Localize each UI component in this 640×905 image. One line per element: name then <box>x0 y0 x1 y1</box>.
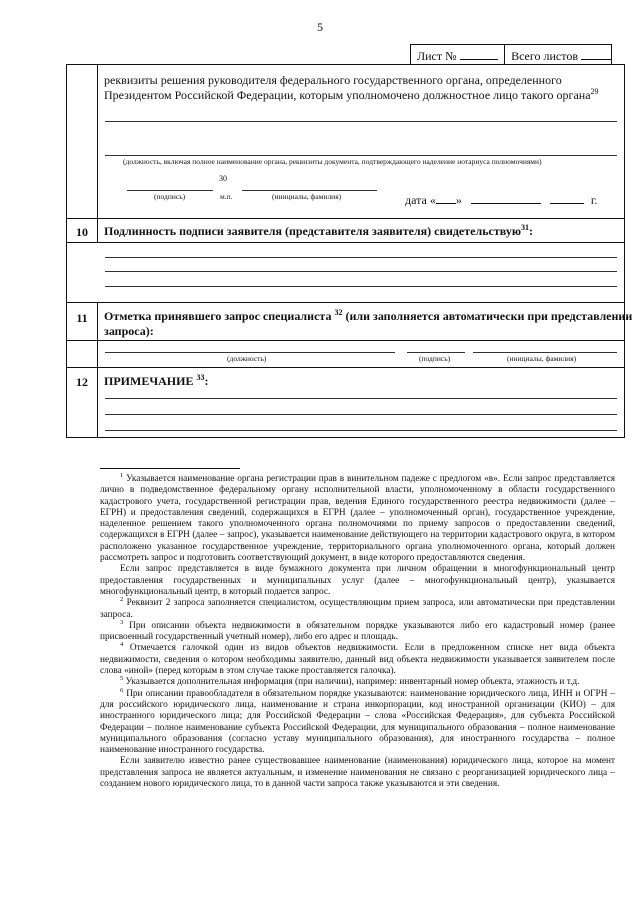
stamp-caption: м.п. <box>220 192 233 201</box>
sheet-number-label: Лист № <box>417 49 457 63</box>
initials-caption: (инициалы, фамилия) <box>272 192 342 201</box>
year-suffix: г. <box>590 193 598 207</box>
date-quote: » <box>455 193 462 207</box>
footnote-1-continued: Если запрос представляется в виде бумажного документа при личном обращении в многофункциональный центр предоставления государственных и муниципальных услуг (далее – многофункциональный центр), указывается многофункциональный центр, в который подается запрос. <box>100 564 615 597</box>
number-column-divider <box>97 367 98 437</box>
row-divider <box>67 64 624 65</box>
date-field <box>405 192 597 208</box>
row9-fill-line-2[interactable] <box>105 155 617 156</box>
footnote-3-text: При описании объекта недвижимости в обязательном порядке указываются либо его кадастровый номер (ранее присвоенный государственный учетный номер), либо его адрес и площадь. <box>100 620 615 643</box>
footnote-ref-30: 30 <box>219 174 227 183</box>
total-sheets-field[interactable] <box>581 48 611 60</box>
date-month-field[interactable] <box>471 192 541 204</box>
row-divider <box>67 340 624 341</box>
footnote-2 <box>100 598 615 621</box>
row12-title-text: ПРИМЕЧАНИЕ <box>104 374 194 388</box>
total-sheets-cell <box>504 45 611 65</box>
row9-text-line2: Президентом Российской Федерации, которым уполномочено должностное лицо такого органа <box>104 88 591 102</box>
footnote-3 <box>100 618 615 644</box>
footnote-5 <box>100 677 615 688</box>
row11-position-caption: (должность) <box>227 354 267 363</box>
date-label: дата « <box>405 193 436 207</box>
number-column-divider <box>97 302 98 367</box>
row10-fill-line-2[interactable] <box>105 271 617 272</box>
footnote-1-text: Указывается наименование органа регистрации прав в винительном падеже с предлогом «в». Если запрос представляется лично в подведомственное федеральному органу исполнительной власти, уполномоченному в области государственного кадастрового учета, государственной регистрации прав, ведения Единого государственного реестра недвижимости (далее – ЕГРН) и предоставления сведений, содержащихся в ЕГРН (далее – уполномоченный орган), государственное учреждение, наделенное решением такого уполномоченного органа полномочиями по приему запросов о предоставлении сведений, содержащихся в ЕГРН (далее – запрос), указывается наименование действующего на территории кадастрового округа, в котором расположено указанное государственное учреждение, территориального органа уполномоченного органа, который должен рассмотреть запрос и подготовить соответствующий документ, в виде которого предоставляются сведения. <box>100 474 616 564</box>
row10-colon: : <box>529 224 534 238</box>
row10-number: 10 <box>76 225 88 239</box>
footnote-5-text: Указывается дополнительная информация (при наличии), например: инвентарный номер объекта, этажность и т.д. <box>125 677 580 688</box>
sheet-number-cell <box>411 45 504 65</box>
row10-fill-line-3[interactable] <box>105 286 617 287</box>
footnote-1-mark: 1 <box>120 471 124 479</box>
row-divider <box>67 242 624 243</box>
footnote-ref-31: 31 <box>521 223 530 232</box>
date-year-field[interactable] <box>550 192 584 204</box>
row11-initials-line[interactable] <box>473 352 617 353</box>
date-day-field[interactable] <box>436 192 456 204</box>
row11-title-line2: запроса): <box>104 324 154 338</box>
footnote-2-mark: 2 <box>120 596 124 604</box>
footnote-5-mark: 5 <box>120 675 124 683</box>
row12-colon: : <box>204 374 209 388</box>
row-divider <box>67 218 624 219</box>
footnote-3-mark: 3 <box>120 618 124 626</box>
number-column-divider <box>97 218 98 242</box>
initials-line[interactable] <box>242 190 377 191</box>
row9-fill-line-1[interactable] <box>105 121 617 122</box>
footnote-4-mark: 4 <box>120 641 124 649</box>
footnote-2-text: Реквизит 2 запроса заполняется специалистом, осуществляющим прием запроса, или автоматически при представлении запроса. <box>100 598 616 620</box>
row11-number: 11 <box>76 311 88 325</box>
signature-caption: (подпись) <box>154 192 186 201</box>
footnotes <box>100 471 616 790</box>
footnote-ref-32: 32 <box>334 308 343 317</box>
row11-initials-caption: (инициалы, фамилия) <box>507 354 577 363</box>
total-sheets-label: Всего листов <box>511 49 578 63</box>
footnote-6-mark: 6 <box>120 686 124 694</box>
row12-title <box>104 374 208 389</box>
footnote-ref-33: 33 <box>196 373 205 382</box>
footnote-separator <box>100 468 240 469</box>
row11-signature-line[interactable] <box>407 352 465 353</box>
row10-title <box>104 224 533 239</box>
row10-fill-line-1[interactable] <box>105 257 617 258</box>
footnote-4 <box>100 643 615 677</box>
notes-line-2[interactable] <box>105 414 617 415</box>
row9-text <box>104 73 620 103</box>
row9-text-line1: реквизиты решения руководителя федерального государственного органа, определенного <box>104 73 562 87</box>
signature-line[interactable] <box>127 190 213 191</box>
row11-title-part2: (или заполняется автоматически при представлении <box>342 309 633 323</box>
footnote-6-text: При описании правообладателя в обязательном порядке указываются: наименование юридического лица, ИНН и ОГРН – для российского юридического лица, наименование и страна инкорпорации, код иностранной организации (КИО) – для иностранного юридического лица; для Российской Федерации – слова «Российская Федерация», для субъекта Российской Федерации – полное наименование субъекта Российской Федерации, для муниципального образования – полное наименование муниципального образования (согласно уставу муниципального образования), для иностранного государства – полное наименование иностранного государства. <box>100 688 616 756</box>
notes-line-3[interactable] <box>105 430 617 431</box>
row9-position-caption: (должность, включая полное наименование органа, реквизиты документа, подтверждающего наделение нотариуса полномочиями) <box>123 157 542 166</box>
row-divider <box>67 367 624 368</box>
row12-number: 12 <box>76 375 88 389</box>
sheet-info-box <box>410 44 612 65</box>
row11-title <box>104 308 633 339</box>
footnote-1 <box>100 471 616 564</box>
row11-signature-caption: (подпись) <box>419 354 451 363</box>
form-table <box>66 64 633 438</box>
footnote-4-text: Отмечается галочкой один из видов объектов недвижимости. Если в предложенном списке нет вида объекта недвижимости, сведения о котором необходимы заявителю, данный вид объекта недвижимости указывается заявителем после слова «иной» (перед которым в этом случае также проставляется галочка). <box>100 643 615 677</box>
notes-line-1[interactable] <box>105 398 617 399</box>
row10-title-text: Подлинность подписи заявителя (представителя заявителя) свидетельствую <box>104 224 522 238</box>
position-line[interactable] <box>105 352 395 353</box>
footnote-6-continued: Если заявителю известно ранее существовавшее наименование (наименования) юридического лица, которое на момент представления запроса не является актуальным, и изменение наименования не связано с реорганизацией юридического лица – созданием нового юридического лица, то в данной части запроса также указываются и эти сведения. <box>100 756 615 790</box>
footnote-ref-29: 29 <box>590 87 599 96</box>
footnote-6 <box>100 686 616 757</box>
page-number: 5 <box>317 20 323 34</box>
number-column-divider <box>97 64 98 218</box>
row-divider <box>67 302 624 303</box>
sheet-number-field[interactable] <box>460 48 498 60</box>
row11-title-part1: Отметка принявшего запрос специалиста <box>104 309 335 323</box>
